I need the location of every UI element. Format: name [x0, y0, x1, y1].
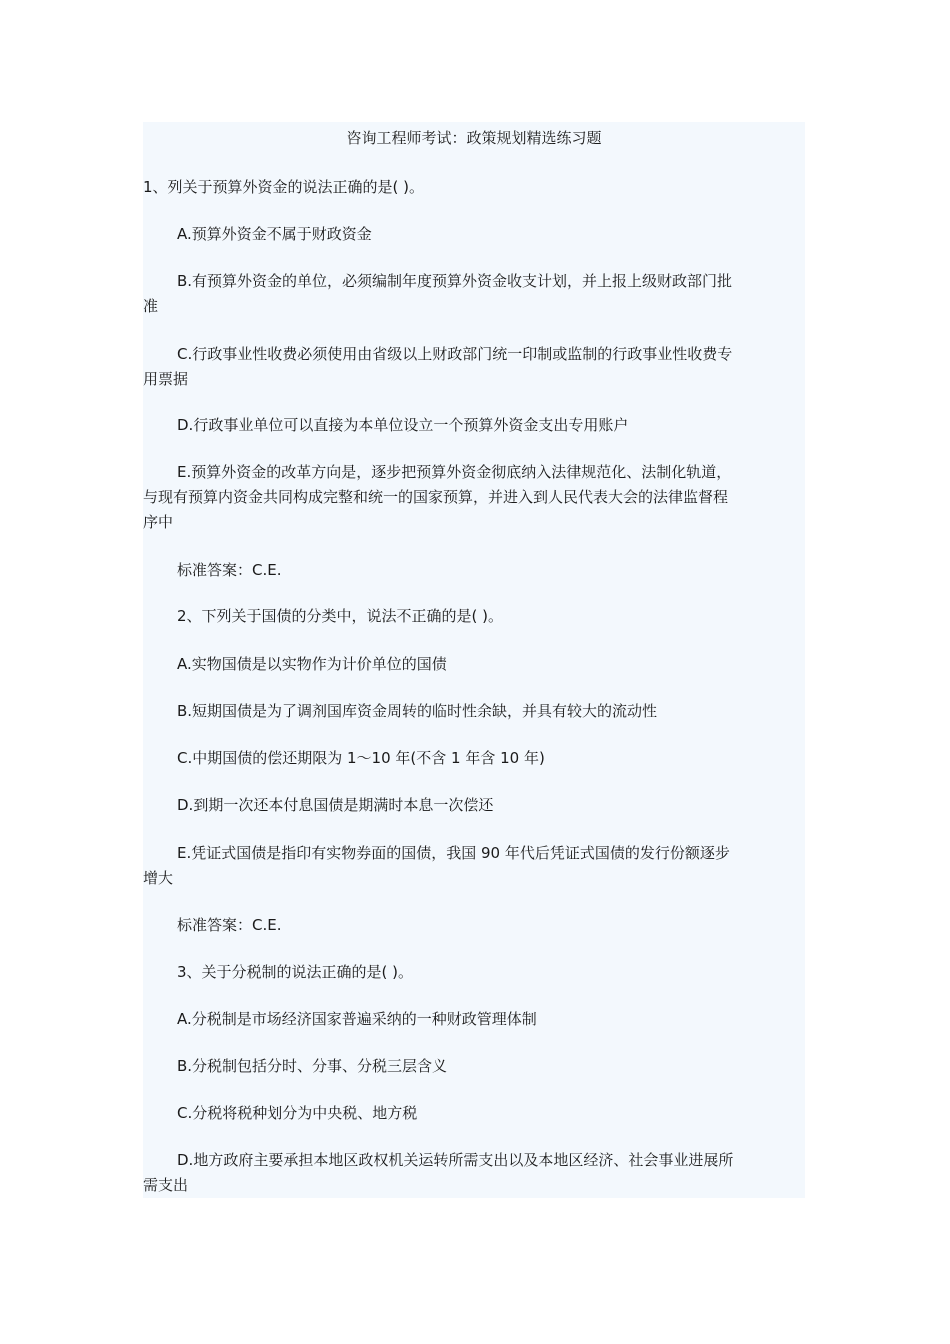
- line: 增大: [143, 869, 174, 887]
- question-3-option-c: [143, 1101, 805, 1126]
- question-2-option-b: [143, 699, 805, 724]
- document-title: 咨询工程师考试：政策规划精选练习题: [346, 129, 602, 147]
- question-3-option-b: [143, 1054, 805, 1079]
- line: 准: [143, 297, 159, 315]
- line: C.中期国债的偿还期限为 1～10 年(不含 1 年含 10 年): [177, 749, 545, 767]
- line: A.预算外资金不属于财政资金: [177, 225, 372, 243]
- line: E.凭证式国债是指印有实物券面的国债，我国 90 年代后凭证式国债的发行份额逐步: [177, 844, 730, 862]
- line: C.行政事业性收费必须使用由省级以上财政部门统一印制或监制的行政事业性收费专: [177, 345, 733, 363]
- line: 2、下列关于国债的分类中，说法不正确的是( )。: [177, 607, 504, 625]
- line: 标准答案：C.E.: [177, 561, 282, 579]
- document-body: [143, 122, 805, 1198]
- question-2-option-d: [143, 793, 805, 818]
- question-2-stem: [143, 604, 805, 629]
- line: B.有预算外资金的单位，必须编制年度预算外资金收支计划，并上报上级财政部门批: [177, 272, 733, 290]
- line: A.实物国债是以实物作为计价单位的国债: [177, 655, 447, 673]
- line: D.行政事业单位可以直接为本单位设立一个预算外资金支出专用账户: [177, 416, 629, 434]
- question-1-option-e: [143, 460, 805, 535]
- line: 用票据: [143, 370, 189, 388]
- line: 需支出: [143, 1176, 189, 1194]
- line: 与现有预算内资金共同构成完整和统一的国家预算，并进入到人民代表大会的法律监督程: [143, 488, 729, 506]
- question-2-answer: [143, 913, 805, 938]
- line: B.短期国债是为了调剂国库资金周转的临时性余缺，并具有较大的流动性: [177, 702, 658, 720]
- question-1-answer: [143, 558, 805, 583]
- line: D.地方政府主要承担本地区政权机关运转所需支出以及本地区经济、社会事业进展所: [177, 1151, 734, 1169]
- line: 3、关于分税制的说法正确的是( )。: [177, 963, 414, 981]
- line: 1、列关于预算外资金的说法正确的是( )。: [143, 178, 425, 196]
- question-1-option-a: [143, 222, 805, 247]
- line: C.分税将税种划分为中央税、地方税: [177, 1104, 418, 1122]
- question-1-stem: [143, 175, 805, 200]
- question-2-option-a: [143, 652, 805, 677]
- question-3-option-d: [143, 1148, 805, 1198]
- line: B.分税制包括分时、分事、分税三层含义: [177, 1057, 448, 1075]
- question-1-option-b: [143, 269, 805, 319]
- line: 标准答案：C.E.: [177, 916, 282, 934]
- question-2-option-c: [143, 746, 805, 771]
- question-1-option-c: [143, 342, 805, 392]
- question-3-option-a: [143, 1007, 805, 1032]
- line: E.预算外资金的改革方向是，逐步把预算外资金彻底纳入法律规范化、法制化轨道，: [177, 463, 732, 481]
- line: 序中: [143, 513, 174, 531]
- line: D.到期一次还本付息国债是期满时本息一次偿还: [177, 796, 494, 814]
- question-3-stem: [143, 960, 805, 985]
- question-1-option-d: [143, 413, 805, 438]
- line: A.分税制是市场经济国家普遍采纳的一种财政管理体制: [177, 1010, 537, 1028]
- question-2-option-e: [143, 841, 805, 891]
